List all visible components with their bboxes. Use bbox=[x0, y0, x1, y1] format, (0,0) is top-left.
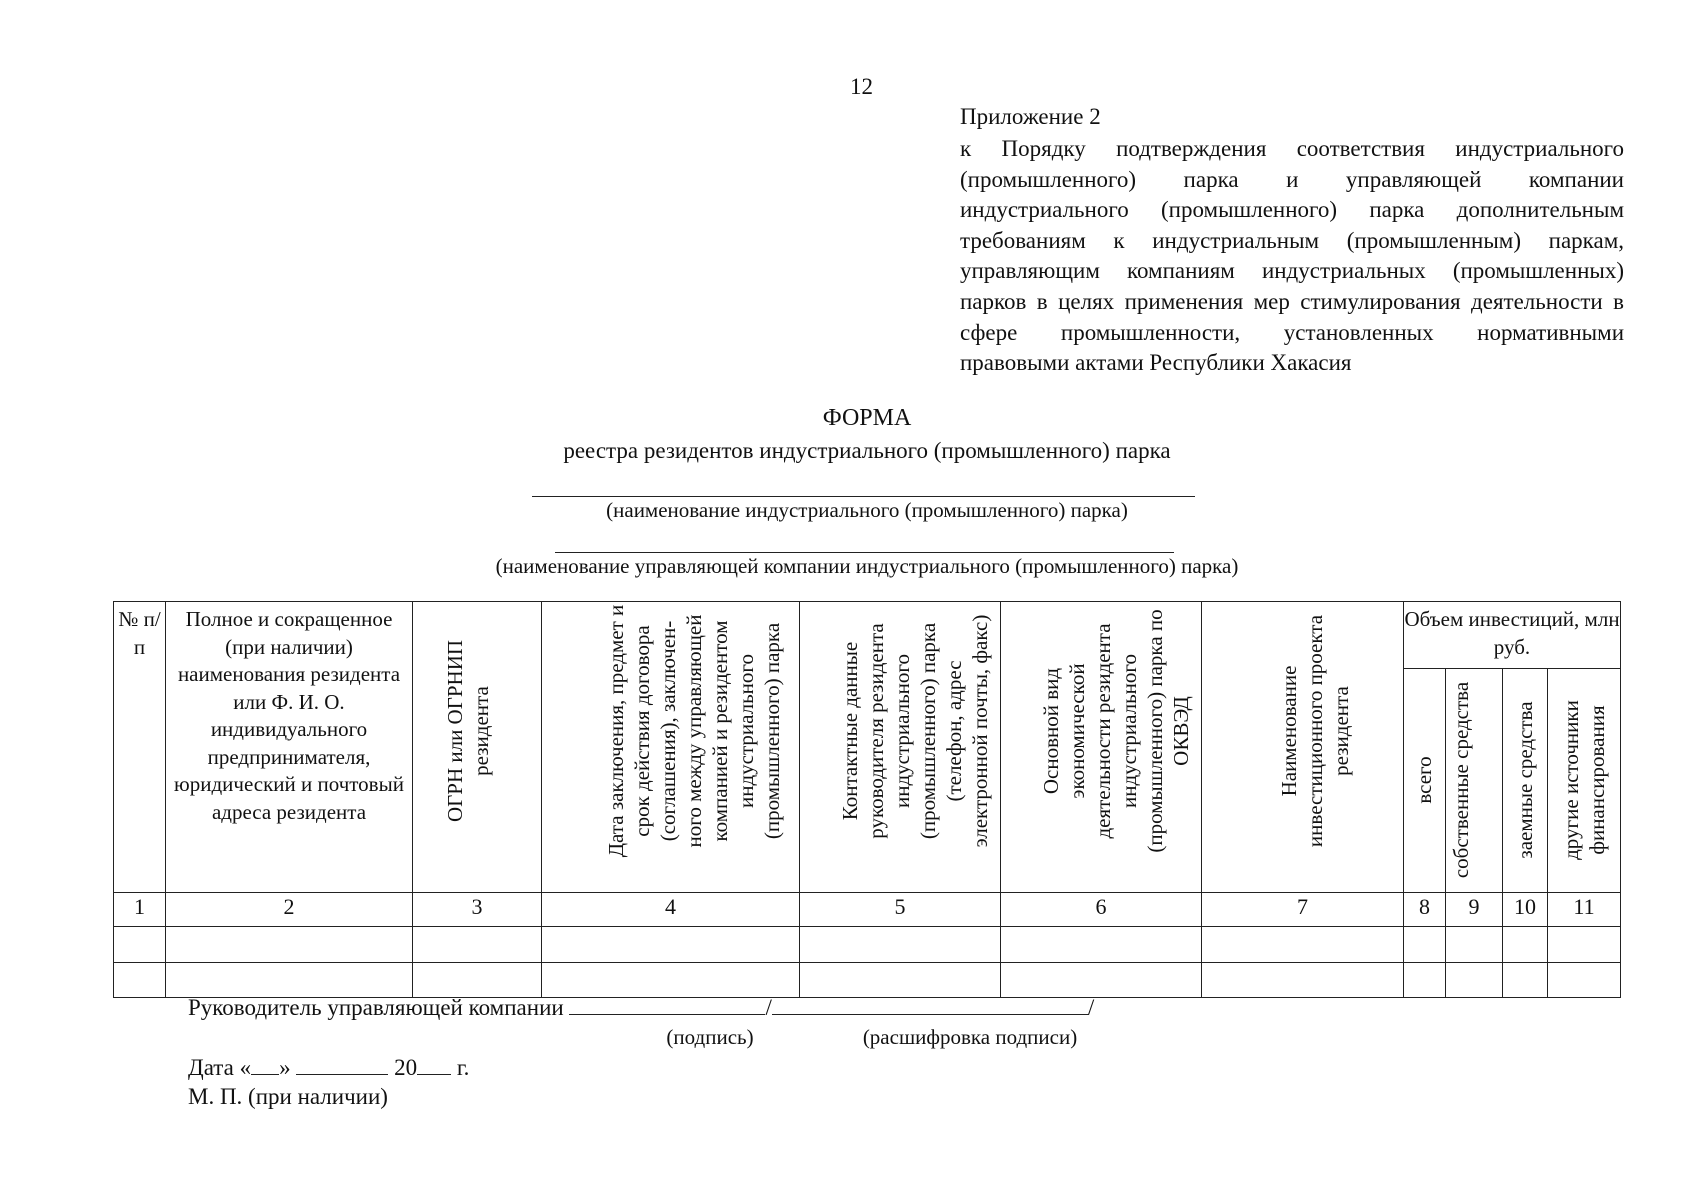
date-row bbox=[188, 1054, 469, 1081]
empty-cell[interactable] bbox=[1404, 927, 1446, 963]
column-number: 10 bbox=[1503, 893, 1548, 927]
header-okved bbox=[1001, 602, 1202, 893]
slash: / bbox=[765, 995, 772, 1020]
date-year-field[interactable] bbox=[417, 1054, 451, 1075]
date-day-field[interactable] bbox=[251, 1054, 279, 1075]
header-project bbox=[1202, 602, 1404, 893]
header-own-funds-text: собственные средства bbox=[1449, 681, 1473, 879]
page-number: 12 bbox=[850, 74, 873, 99]
date-year-prefix: 20 bbox=[394, 1055, 418, 1080]
column-number: 6 bbox=[1001, 893, 1202, 927]
column-number: 2 bbox=[166, 893, 413, 927]
appendix-title: Приложение 2 bbox=[960, 104, 1101, 129]
empty-cell[interactable] bbox=[1001, 963, 1202, 998]
header-ogrn-text: ОГРН или ОГРНИП резидента bbox=[443, 639, 493, 823]
empty-cell[interactable] bbox=[542, 963, 800, 998]
column-number: 8 bbox=[1404, 893, 1446, 927]
empty-cell[interactable] bbox=[800, 963, 1001, 998]
header-resident-name: Полное и сокращенное (при наличии) наименования резидента или Ф. И. О. индивидуального предпринимателя, юридический и почтовый адреса резидента bbox=[166, 602, 413, 893]
empty-cell[interactable] bbox=[800, 927, 1001, 963]
column-number: 1 bbox=[114, 893, 166, 927]
column-number: 11 bbox=[1548, 893, 1621, 927]
header-total-text: всего bbox=[1412, 756, 1436, 804]
empty-cell[interactable] bbox=[1503, 927, 1548, 963]
empty-cell[interactable] bbox=[1202, 963, 1404, 998]
appendix-text: к Порядку подтверждения соответствия индустриального (промышленного) парка и управляющей компании индустриального (промышленного) парка дополнительным требованиям к индустриальным (промышленным) паркам, управляющим компаниям индустриальных (промышленных) парков в целях применения мер стимулирования деятельности в сфере промышленности, установленных нормативными правовыми актами Республики Хакасия bbox=[960, 136, 1624, 376]
header-contacts-text: Контактные данные руководителя резидента индустриального (промышленного) парка (телефон, адрес электронной почты, факс) bbox=[838, 614, 992, 848]
signature-field[interactable] bbox=[569, 994, 765, 1015]
empty-table-row bbox=[114, 927, 1621, 963]
empty-cell[interactable] bbox=[1202, 927, 1404, 963]
empty-cell[interactable] bbox=[413, 963, 542, 998]
park-name-blank-line bbox=[532, 496, 1195, 497]
header-number: № п/п bbox=[114, 602, 166, 893]
form-title: ФОРМА bbox=[822, 405, 912, 431]
form-subtitle: реестра резидентов индустриального (промышленного) парка bbox=[563, 438, 1171, 463]
header-borrowed-funds bbox=[1503, 669, 1548, 893]
header-okved-text: Основной вид экономической деятельности резидента индустриального (промышленного) парка по ОКВЭД bbox=[1039, 609, 1193, 853]
slash: / bbox=[1087, 995, 1095, 1020]
head-label: Руководитель управляющей компании bbox=[188, 995, 564, 1020]
header-agreement bbox=[542, 602, 800, 893]
empty-cell[interactable] bbox=[1503, 963, 1548, 998]
header-total bbox=[1404, 669, 1446, 893]
empty-cell[interactable] bbox=[166, 927, 413, 963]
empty-cell[interactable] bbox=[1548, 963, 1621, 998]
date-label: Дата « bbox=[188, 1055, 252, 1080]
header-borrowed-funds-text: заемные средства bbox=[1513, 701, 1537, 859]
header-own-funds bbox=[1446, 669, 1503, 893]
column-number: 4 bbox=[542, 893, 800, 927]
signature-decoding-field[interactable] bbox=[772, 994, 1088, 1015]
column-number: 9 bbox=[1446, 893, 1503, 927]
header-contacts bbox=[800, 602, 1001, 893]
empty-cell[interactable] bbox=[413, 927, 542, 963]
empty-table-row bbox=[114, 963, 1621, 998]
header-agreement-text: Дата заключения, предмет и срок действия договора (соглашения), заключен-ного между управляющей компанией и резидентом индустриального (промышленного) парка bbox=[604, 604, 784, 858]
company-name-blank-line bbox=[555, 552, 1174, 553]
header-other-sources bbox=[1548, 669, 1621, 893]
date-quote-close: » bbox=[279, 1055, 291, 1080]
header-investment-volume: Объем инвестиций, млн руб. bbox=[1404, 602, 1621, 669]
empty-cell[interactable] bbox=[114, 963, 166, 998]
empty-cell[interactable] bbox=[1446, 963, 1503, 998]
signature-caption: (подпись) bbox=[666, 1025, 754, 1049]
empty-cell[interactable] bbox=[114, 927, 166, 963]
empty-cell[interactable] bbox=[1548, 927, 1621, 963]
date-year-suffix: г. bbox=[456, 1055, 470, 1080]
residents-registry-table bbox=[113, 601, 1621, 998]
column-number: 7 bbox=[1202, 893, 1404, 927]
empty-cell[interactable] bbox=[542, 927, 800, 963]
header-other-sources-text: другие источники финансирования bbox=[1559, 700, 1609, 860]
column-number: 3 bbox=[413, 893, 542, 927]
date-month-field[interactable] bbox=[296, 1054, 388, 1075]
decoding-caption: (расшифровка подписи) bbox=[862, 1025, 1078, 1049]
empty-cell[interactable] bbox=[166, 963, 413, 998]
signature-row bbox=[188, 994, 1094, 1021]
column-number: 5 bbox=[800, 893, 1001, 927]
empty-cell[interactable] bbox=[1446, 927, 1503, 963]
park-name-caption: (наименование индустриального (промышленного) парка) bbox=[606, 498, 1128, 522]
header-ogrn bbox=[413, 602, 542, 893]
header-project-text: Наименование инвестиционного проекта резидента bbox=[1277, 614, 1353, 848]
company-name-caption: (наименование управляющей компании индустриального (промышленного) парка) bbox=[495, 554, 1239, 578]
empty-cell[interactable] bbox=[1404, 963, 1446, 998]
empty-cell[interactable] bbox=[1001, 927, 1202, 963]
stamp-label: М. П. (при наличии) bbox=[188, 1084, 388, 1109]
